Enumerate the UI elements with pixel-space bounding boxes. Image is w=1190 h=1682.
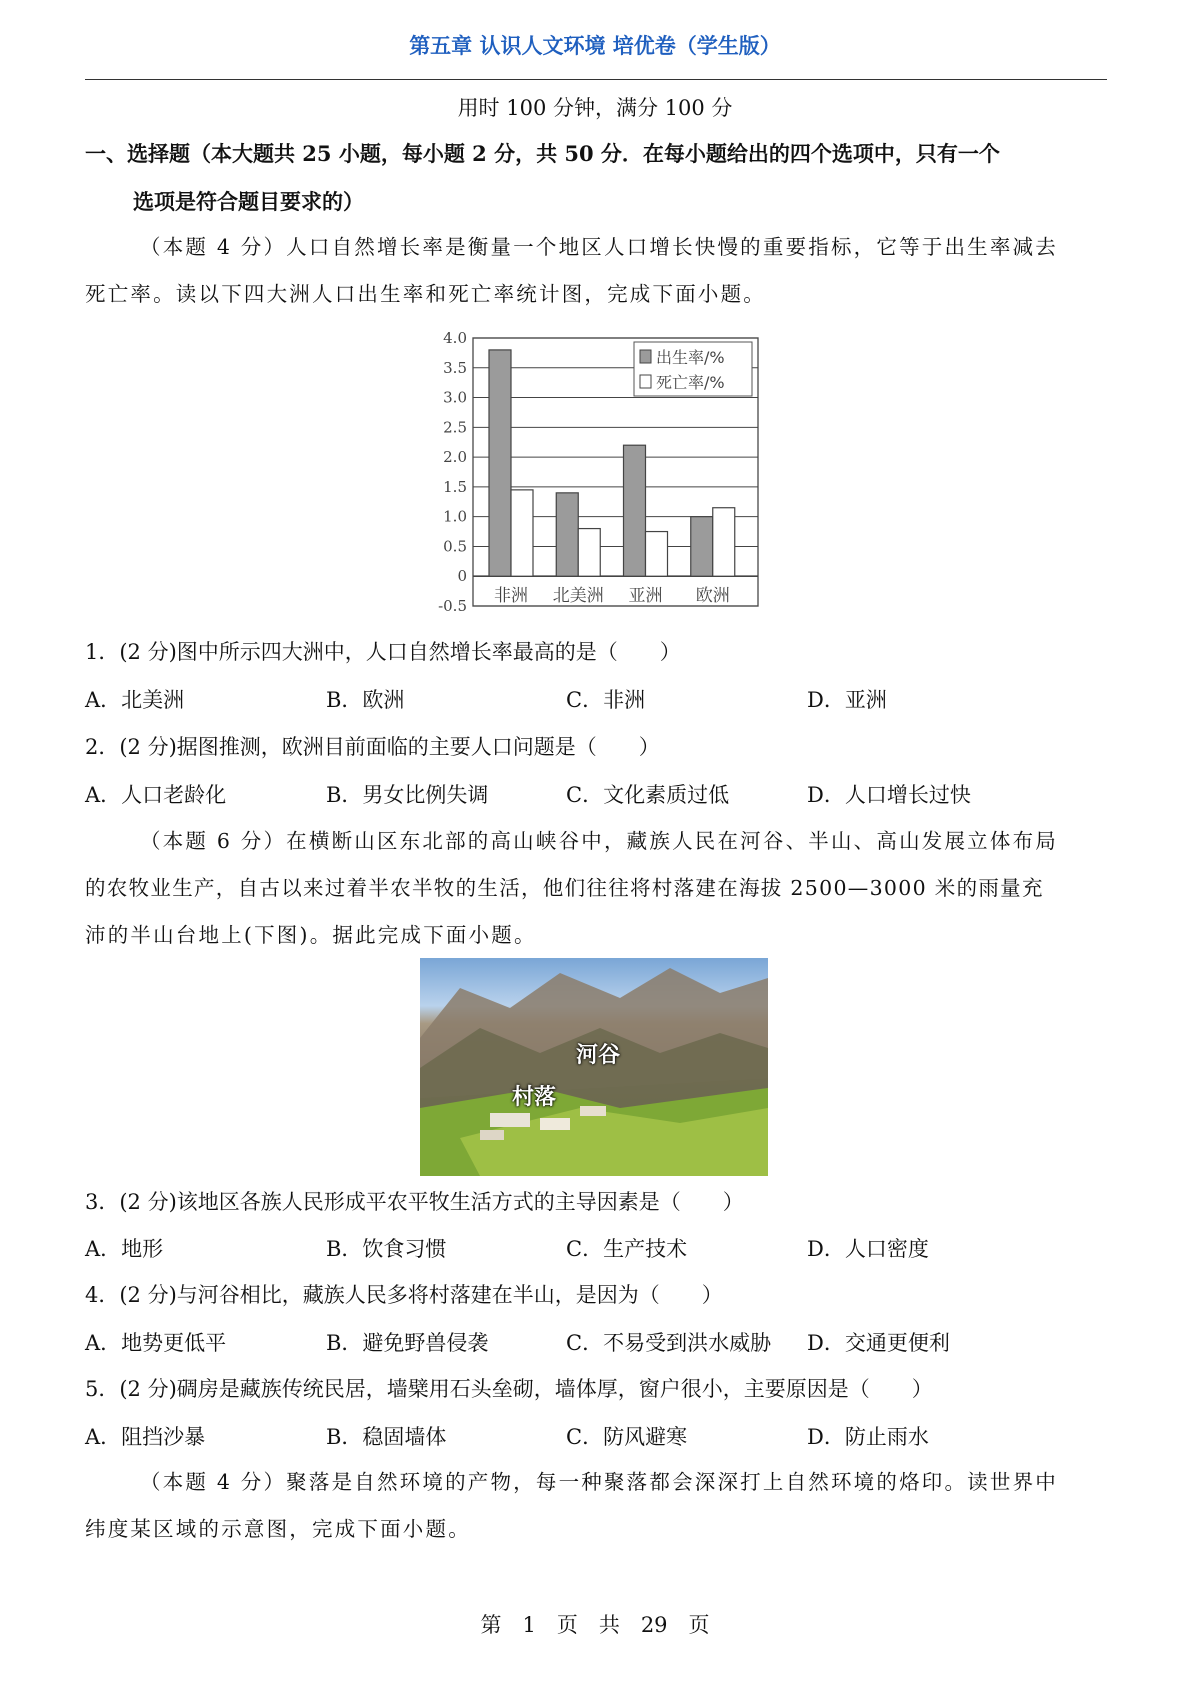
group2-intro-line1: （本题 6 分）在横断山区东北部的高山峡谷中，藏族人民在河谷、半山、高山发展立体布局 (140, 829, 1058, 853)
y-tick-label: 2.0 (443, 448, 467, 467)
group1-intro-line2: 死亡率。读以下四大洲人口出生率和死亡率统计图，完成下面小题。 (85, 282, 766, 306)
q2-option-b[interactable]: B．男女比例失调 (326, 783, 489, 807)
group3-intro-line2: 纬度某区域的示意图，完成下面小题。 (85, 1517, 471, 1541)
q5-stem: 5．(2 分)碉房是藏族传统民居，墙檗用石头垒砌，墙体厚，窗户很小，主要原因是（ ） (85, 1377, 933, 1401)
q4-option-b[interactable]: B．避免野兽侵袭 (326, 1331, 489, 1355)
y-tick-label: 0.5 (443, 537, 467, 556)
q5-option-c[interactable]: C．防风避寒 (566, 1425, 688, 1449)
y-tick-label: -0.5 (438, 597, 467, 615)
legend-label: 出生率/% (656, 348, 725, 367)
group2-intro-line2: 的农牧业生产，自古以来过着半农半牧的生活，他们往往将村落建在海拔 2500—3000 米的雨量充 (85, 876, 1044, 900)
bar-death-0 (511, 490, 533, 576)
q2-stem: 2．(2 分)据图推测，欧洲目前面临的主要人口问题是（ ） (85, 735, 660, 759)
y-tick-label: 3.5 (443, 358, 467, 377)
time-note: 用时 100 分钟，满分 100 分 (457, 96, 733, 120)
x-tick-label: 亚洲 (628, 586, 663, 606)
q3-stem: 3．(2 分)该地区各族人民形成平农平牧生活方式的主导因素是（ ） (85, 1190, 744, 1214)
q5-option-d[interactable]: D．防止雨水 (807, 1425, 929, 1449)
q4-option-d[interactable]: D．交通更便利 (807, 1331, 950, 1355)
x-tick-label: 北美洲 (552, 586, 604, 606)
legend-label: 死亡率/% (656, 373, 725, 392)
q1-option-c[interactable]: C．非洲 (566, 688, 646, 712)
x-tick-label: 欧洲 (695, 586, 730, 606)
x-tick-label: 非洲 (494, 586, 528, 606)
bar-birth-1 (556, 493, 578, 576)
header-divider (85, 79, 1107, 80)
legend-swatch (640, 350, 651, 363)
y-tick-label: 0 (457, 567, 467, 586)
y-tick-label: 1.5 (443, 477, 467, 496)
bar-death-1 (578, 529, 600, 577)
q1-option-d[interactable]: D．亚洲 (807, 688, 887, 712)
group1-intro-line1: （本题 4 分）人口自然增长率是衡量一个地区人口增长快慢的重要指标，它等于出生率减去 (140, 235, 1058, 259)
bar-birth-0 (489, 350, 511, 576)
group3-intro-line1: （本题 4 分）聚落是自然环境的产物，每一种聚落都会深深打上自然环境的烙印。读世界中 (140, 1470, 1058, 1494)
legend-swatch (640, 375, 651, 388)
q2-option-d[interactable]: D．人口增长过快 (807, 783, 971, 807)
q1-stem: 1．(2 分)图中所示四大洲中，人口自然增长率最高的是（ ） (85, 640, 681, 664)
y-tick-label: 2.5 (443, 418, 467, 437)
bar-birth-3 (691, 517, 713, 577)
q5-option-b[interactable]: B．稳固墙体 (326, 1425, 447, 1449)
bar-death-3 (713, 508, 735, 576)
q3-option-b[interactable]: B．饮食习惯 (326, 1237, 447, 1261)
section-heading-continued: 选项是符合题目要求的） (133, 189, 364, 214)
y-tick-label: 1.0 (443, 507, 467, 526)
q4-option-a[interactable]: A．地势更低平 (85, 1331, 227, 1355)
page-number-footer: 第 1 页 共 29 页 (480, 1613, 710, 1637)
section-heading: 一、选择题（本大题共 25 小题，每小题 2 分，共 50 分．在每小题给出的四个选项中，只有一个 (85, 141, 1000, 166)
photo-label-village: 村落 (512, 1084, 557, 1110)
page-header-title: 第五章 认识人文环境 培优卷（学生版） (409, 34, 781, 58)
valley-village-photo (420, 958, 768, 1176)
q3-option-c[interactable]: C．生产技术 (566, 1237, 688, 1261)
q1-option-a[interactable]: A．北美洲 (85, 688, 185, 712)
q2-option-a[interactable]: A．人口老龄化 (85, 783, 227, 807)
bar-birth-2 (624, 445, 646, 576)
y-tick-label: 4.0 (443, 329, 467, 347)
y-tick-label: 3.0 (443, 388, 467, 407)
q5-option-a[interactable]: A．阻挡沙暴 (85, 1425, 206, 1449)
q4-option-c[interactable]: C．不易受到洪水威胁 (566, 1331, 772, 1355)
birth-death-rate-chart (428, 326, 768, 616)
q4-stem: 4．(2 分)与河谷相比，藏族人民多将村落建在半山，是因为（ ） (85, 1283, 723, 1307)
bar-death-2 (646, 532, 668, 577)
q3-option-d[interactable]: D．人口密度 (807, 1237, 929, 1261)
group2-intro-line3: 沛的半山台地上(下图)。据此完成下面小题。 (85, 923, 537, 947)
photo-label-valley: 河谷 (576, 1042, 621, 1068)
q1-option-b[interactable]: B．欧洲 (326, 688, 405, 712)
q2-option-c[interactable]: C．文化素质过低 (566, 783, 730, 807)
q3-option-a[interactable]: A．地形 (85, 1237, 164, 1261)
